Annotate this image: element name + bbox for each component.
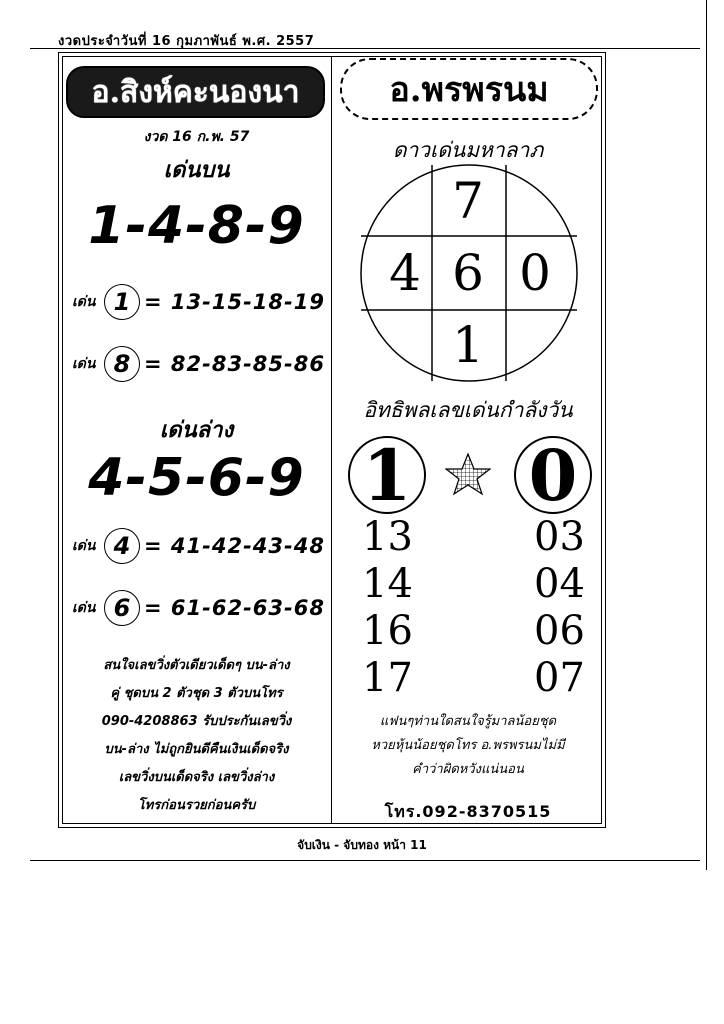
- grid-top-digit: 7: [452, 172, 484, 230]
- page-edge-line: [706, 0, 707, 870]
- pair-value: 03: [534, 514, 585, 560]
- star-icon: [445, 452, 491, 496]
- header-rule: [30, 48, 700, 49]
- left-number-ball: 1: [348, 436, 426, 514]
- note-line: บน-ล่าง ไม่ถูกยินดีคืนเงินเด็ดจริง: [104, 742, 289, 757]
- play-numbers: = 41-42-43-48: [144, 534, 325, 558]
- page-header: งวดประจำวันที่ 16 กุมภาพันธ์ พ.ศ. 2557: [58, 34, 315, 49]
- right-pair-list: [534, 514, 585, 702]
- play-word: เด่น: [72, 538, 96, 554]
- right-banner-title: อ.พรพรนม: [340, 58, 598, 120]
- grid-left-digit: 4: [389, 244, 421, 302]
- right-phone: โทร.092-8370515: [384, 802, 552, 821]
- play-digit-circle: 6: [104, 590, 140, 626]
- note-line: แฟนๆท่านใดสนใจรู้มาลน้อยชุด: [379, 714, 557, 729]
- note-line: คำว่าผิดหวังแน่นอน: [412, 762, 524, 777]
- bottom-digits: 4-5-6-9: [88, 448, 305, 508]
- pair-value: 06: [534, 608, 585, 654]
- pair-value: 14: [362, 561, 413, 607]
- left-pair-list: [362, 514, 413, 702]
- top-play-row-2: [72, 342, 330, 386]
- play-numbers: = 61-62-63-68: [144, 596, 325, 620]
- right-number-ball: 0: [514, 436, 592, 514]
- pair-value: 04: [534, 561, 585, 607]
- right-note-block: [334, 710, 602, 782]
- right-subtitle-1: ดาวเด่นมหาลาภ: [392, 138, 544, 162]
- note-line: 090-4208863 รับประกันเลขวิ่ง: [101, 714, 292, 729]
- pair-value: 17: [362, 655, 413, 701]
- play-word: เด่น: [72, 294, 96, 310]
- play-digit-circle: 1: [104, 284, 140, 320]
- play-digit-circle: 8: [104, 346, 140, 382]
- page-footer: จับเงิน - จับทอง หน้า 11: [297, 838, 427, 852]
- grid-center-digit: 6: [452, 244, 484, 302]
- play-numbers: = 82-83-85-86: [144, 352, 325, 376]
- note-line: โทรก่อนรวยก่อนครับ: [137, 798, 256, 813]
- note-line: เลขวิ่งบนเด็ดจริง เลขวิ่งล่าง: [118, 770, 275, 785]
- note-line: สนใจเลขวิ่งตัวเดียวเด็ดๆ บน-ล่าง: [103, 658, 290, 673]
- pair-value: 13: [362, 514, 413, 560]
- top-label: เด่นบน: [163, 158, 230, 183]
- pair-value: 07: [534, 655, 585, 701]
- bottom-play-row-2: [72, 586, 330, 630]
- grid-right-digit: 0: [519, 244, 551, 302]
- bottom-play-row-1: [72, 524, 330, 568]
- pair-value: 16: [362, 608, 413, 654]
- left-draw-date: งวด 16 ก.พ. 57: [143, 129, 250, 145]
- play-word: เด่น: [72, 600, 96, 616]
- note-line: หวยหุ้นน้อยชุดโทร อ.พรพรนมไม่มี: [371, 738, 565, 753]
- note-line: คู่ ชุดบน 2 ตัวชุด 3 ตัวบนโทร: [110, 686, 283, 701]
- grid-bottom-digit: 1: [452, 316, 484, 374]
- top-play-row-1: [72, 280, 330, 324]
- left-note-block: [62, 652, 331, 820]
- play-word: เด่น: [72, 356, 96, 372]
- bottom-label: เด่นล่าง: [159, 418, 234, 443]
- top-digits: 1-4-8-9: [88, 196, 305, 256]
- footer-rule: [30, 860, 700, 861]
- column-divider: [331, 56, 332, 824]
- play-numbers: = 13-15-18-19: [144, 290, 325, 314]
- left-banner-title: อ.สิงห์คะนองนา: [66, 66, 325, 118]
- play-digit-circle: 4: [104, 528, 140, 564]
- right-subtitle-2: อิทธิพลเลขเด่นกำลังวัน: [363, 398, 573, 422]
